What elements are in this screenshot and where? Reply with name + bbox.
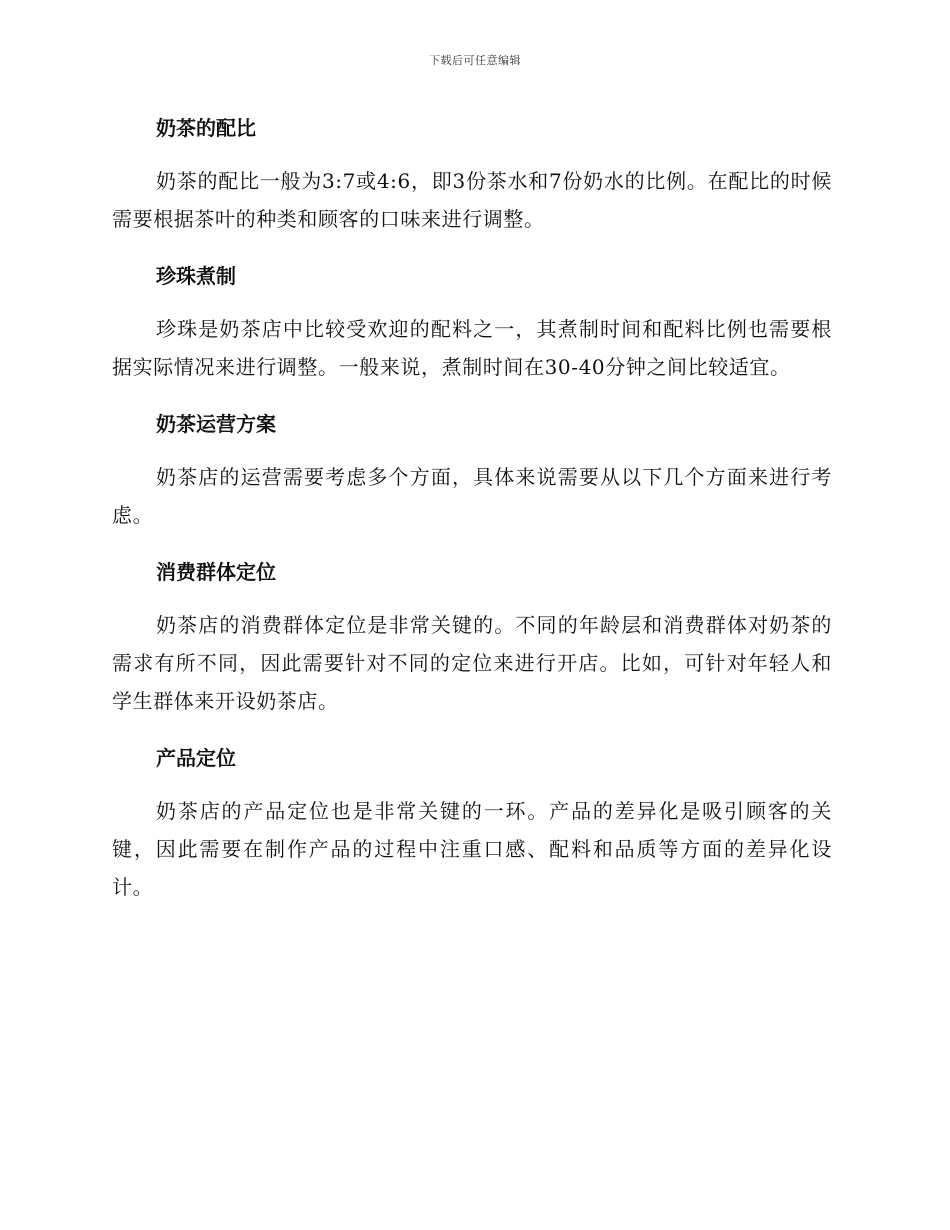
section-paragraph: 奶茶店的运营需要考虑多个方面，具体来说需要从以下几个方面来进行考虑。 bbox=[112, 465, 832, 527]
section-paragraph: 奶茶的配比一般为3:7或4:6，即3份茶水和7份奶水的比例。在配比的时候需要根据茶叶的种类和顾客的口味来进行调整。 bbox=[112, 169, 832, 231]
section-operation-plan bbox=[112, 404, 832, 534]
section-tea-ratio bbox=[112, 108, 832, 238]
section-paragraph: 珍珠是奶茶店中比较受欢迎的配料之一，其煮制时间和配料比例也需要根据实际情况来进行调整。一般来说，煮制时间在30-40分钟之间比较适宜。 bbox=[112, 317, 832, 379]
section-pearl-cooking bbox=[112, 256, 832, 386]
section-heading: 珍珠煮制 bbox=[156, 264, 236, 288]
document-body bbox=[112, 108, 832, 924]
section-heading: 奶茶的配比 bbox=[156, 116, 256, 140]
section-heading: 产品定位 bbox=[156, 746, 236, 770]
section-paragraph: 奶茶店的消费群体定位是非常关键的。不同的年龄层和消费群体对奶茶的需求有所不同，因此需要针对不同的定位来进行开店。比如，可针对年轻人和学生群体来开设奶茶店。 bbox=[112, 613, 832, 713]
section-heading: 消费群体定位 bbox=[156, 560, 276, 584]
section-paragraph: 奶茶店的产品定位也是非常关键的一环。产品的差异化是吸引顾客的关键，因此需要在制作产品的过程中注重口感、配料和品质等方面的差异化设计。 bbox=[112, 799, 832, 899]
section-product-positioning bbox=[112, 738, 832, 906]
section-customer-positioning bbox=[112, 552, 832, 720]
section-heading: 奶茶运营方案 bbox=[156, 412, 276, 436]
page-header: 下载后可任意编辑 bbox=[429, 54, 521, 67]
